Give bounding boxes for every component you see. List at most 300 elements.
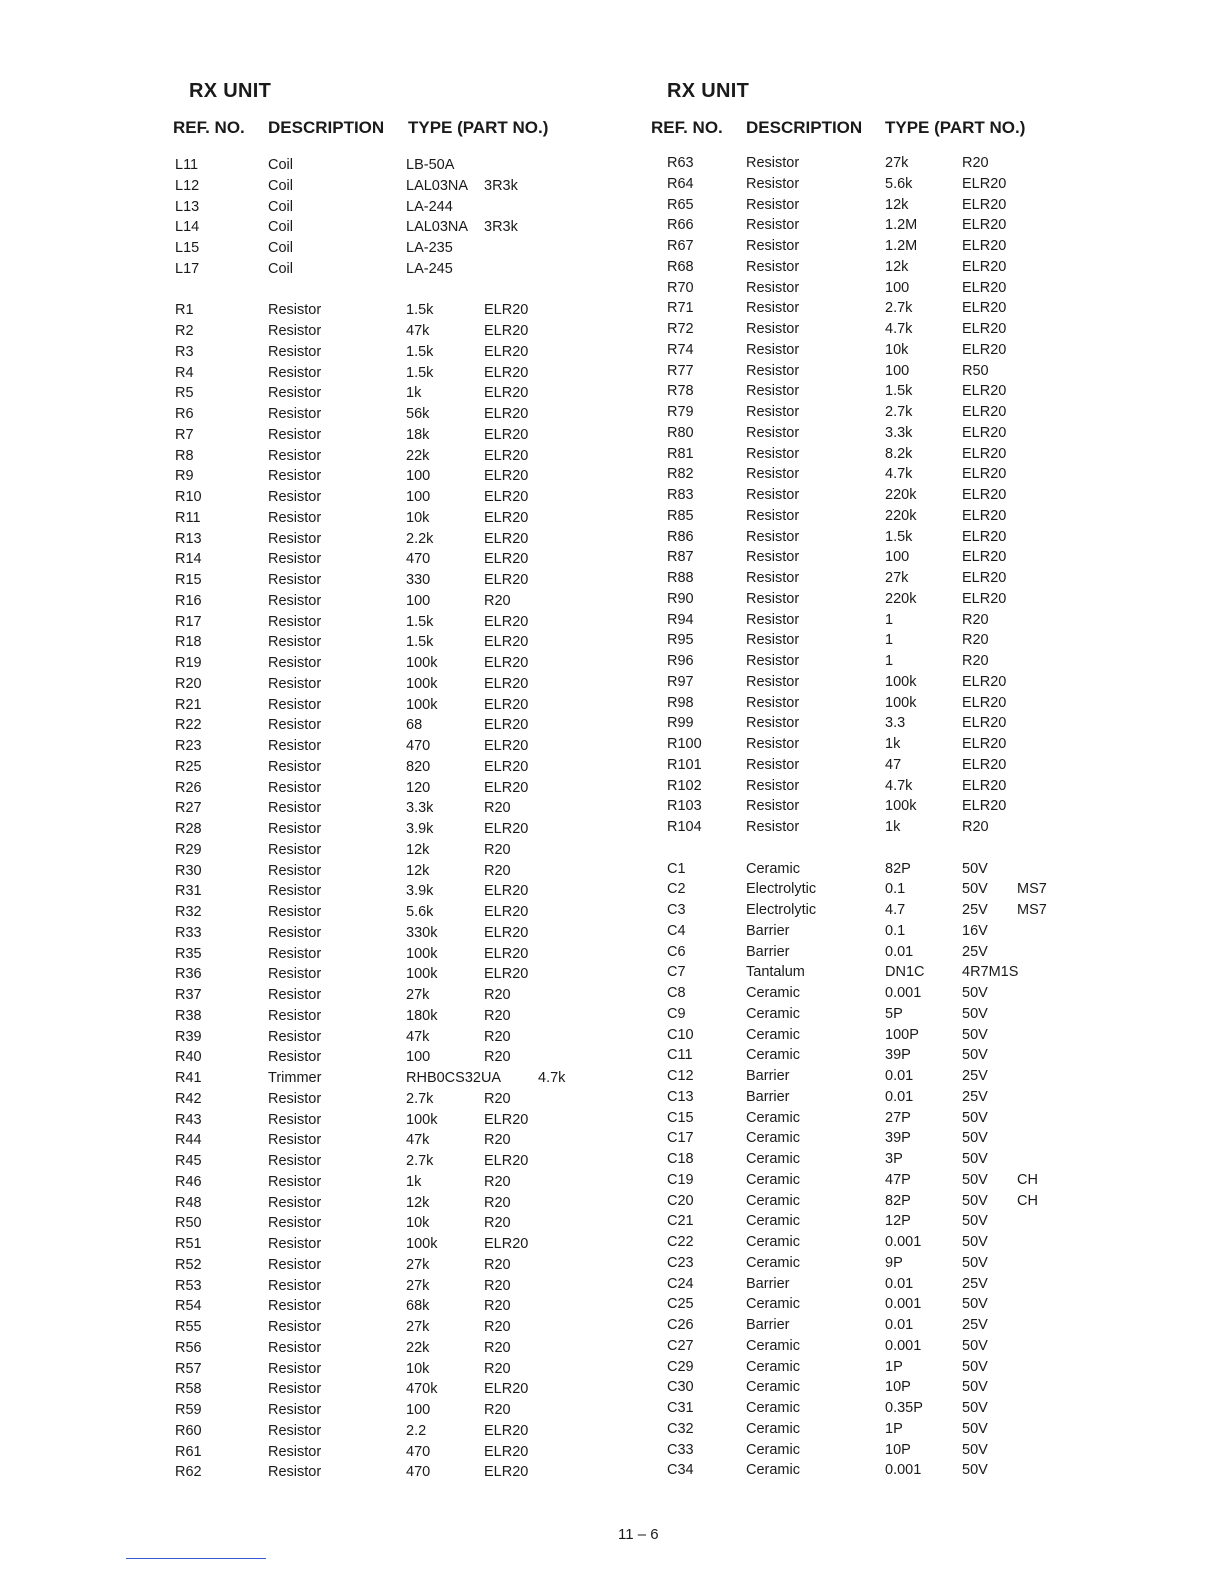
- cell-ref-no: C26: [667, 1317, 694, 1333]
- cell-type-value: 2.7k: [885, 404, 913, 420]
- cell-type-code: ELR20: [484, 1381, 529, 1398]
- cell-type-extra: CH: [1017, 1171, 1038, 1188]
- cell-description: Coil: [268, 198, 293, 215]
- cell-type-value: 100P: [885, 1026, 919, 1043]
- cell-description: Resistor: [746, 258, 800, 275]
- cell-type-value: LAL03NA: [406, 177, 469, 194]
- cell-type-value: 0.001: [885, 1296, 922, 1313]
- cell-ref-no: R19: [175, 655, 202, 671]
- cell-description: Ceramic: [746, 1026, 800, 1043]
- cell-ref-no: L12: [175, 177, 200, 194]
- cell-type-value: 0.01: [885, 943, 914, 960]
- cell-type-code: ELR20: [484, 675, 529, 692]
- cell-ref-no: R71: [667, 300, 694, 317]
- cell-description: Resistor: [268, 1236, 322, 1252]
- cell-type-value: 1k: [885, 736, 901, 752]
- cell-type-value: 1.5k: [406, 364, 434, 381]
- cell-type-code: ELR20: [484, 758, 529, 775]
- footer-rule: [126, 1558, 266, 1559]
- cell-type-value: 0.001: [885, 1234, 922, 1250]
- cell-type-code: 50V: [962, 1192, 988, 1209]
- cell-ref-no: R78: [667, 383, 694, 400]
- cell-description: Resistor: [268, 987, 322, 1003]
- cell-ref-no: R37: [175, 987, 202, 1003]
- cell-type-value: 9P: [885, 1254, 903, 1271]
- cell-type-code: 16V: [962, 922, 988, 939]
- cell-description: Tantalum: [746, 964, 805, 981]
- cell-type-code: ELR20: [962, 570, 1007, 586]
- cell-type-value: 47: [885, 756, 902, 773]
- cell-ref-no: R29: [175, 841, 202, 858]
- cell-ref-no: C31: [667, 1400, 694, 1416]
- cell-ref-no: R33: [175, 924, 202, 941]
- cell-description: Resistor: [268, 1298, 322, 1315]
- cell-type-code: R20: [484, 592, 511, 609]
- cell-type-value: 5P: [885, 1005, 903, 1022]
- cell-description: Resistor: [268, 343, 322, 360]
- cell-ref-no: R57: [175, 1360, 202, 1377]
- cell-type-code: R20: [962, 819, 989, 835]
- cell-type-code: ELR20: [962, 487, 1007, 503]
- cell-type-code: 3R3k: [484, 177, 518, 194]
- cell-description: Resistor: [268, 883, 322, 900]
- cell-type-code: ELR20: [484, 1422, 529, 1439]
- cell-ref-no: R72: [667, 321, 694, 337]
- cell-description: Ceramic: [746, 860, 800, 877]
- cell-type-value: 0.001: [885, 1337, 922, 1354]
- cell-type-value: 100k: [406, 945, 438, 962]
- cell-type-code: ELR20: [962, 383, 1007, 400]
- cell-type-code: ELR20: [962, 694, 1007, 711]
- cell-type-value: 100: [406, 1402, 431, 1418]
- cell-description: Barrier: [746, 922, 790, 939]
- cell-type-code: R20: [484, 1298, 511, 1315]
- cell-type-code: ELR20: [962, 196, 1007, 213]
- cell-ref-no: R40: [175, 1049, 202, 1066]
- cell-ref-no: C21: [667, 1213, 694, 1230]
- cell-type-code: ELR20: [484, 924, 529, 941]
- cell-type-extra: 4.7k: [538, 1070, 566, 1086]
- cell-type-code: ELR20: [962, 549, 1007, 566]
- cell-type-code: ELR20: [484, 634, 529, 651]
- cell-description: Resistor: [268, 655, 322, 671]
- cell-type-code: 50V: [962, 1213, 988, 1230]
- cell-type-code: ELR20: [962, 756, 1007, 773]
- cell-type-extra: MS7: [1017, 881, 1047, 898]
- cell-description: Resistor: [268, 779, 322, 796]
- cell-type-value: 39P: [885, 1130, 911, 1147]
- cell-ref-no: R54: [175, 1298, 202, 1315]
- cell-type-value: 120: [406, 779, 431, 796]
- cell-type-code: 50V: [962, 1400, 988, 1416]
- cell-type-code: ELR20: [484, 509, 529, 526]
- cell-type-code: ELR20: [962, 445, 1007, 462]
- right-header-description: DESCRIPTION: [746, 118, 863, 137]
- cell-type-code: ELR20: [962, 238, 1007, 254]
- cell-ref-no: R74: [667, 341, 694, 358]
- cell-description: Ceramic: [746, 1254, 800, 1271]
- cell-type-value: 180k: [406, 1007, 438, 1024]
- cell-description: Resistor: [268, 841, 322, 858]
- cell-type-value: 100k: [406, 1111, 438, 1128]
- cell-ref-no: R42: [175, 1090, 202, 1107]
- cell-description: Resistor: [268, 1090, 322, 1107]
- cell-ref-no: C13: [667, 1088, 694, 1105]
- cell-type-value: 2.7k: [406, 1153, 434, 1169]
- cell-type-value: 1k: [885, 819, 901, 835]
- left-header-type-part-no: TYPE (PART NO.): [408, 118, 549, 137]
- cell-description: Ceramic: [746, 1192, 800, 1209]
- cell-ref-no: R39: [175, 1028, 202, 1045]
- cell-type-code: 50V: [962, 1379, 988, 1396]
- left-header-ref-no: REF. NO.: [173, 118, 245, 137]
- cell-description: Resistor: [268, 1277, 322, 1294]
- cell-type-code: 50V: [962, 1254, 988, 1271]
- cell-type-value: 68: [406, 717, 423, 734]
- cell-ref-no: C9: [667, 1005, 686, 1022]
- cell-description: Barrier: [746, 1317, 790, 1333]
- cell-type-value: 3.9k: [406, 883, 434, 900]
- cell-description: Ceramic: [746, 1005, 800, 1022]
- cell-type-code: R20: [484, 1256, 511, 1273]
- cell-description: Ceramic: [746, 1462, 800, 1479]
- cell-type-value: 8.2k: [885, 445, 913, 462]
- cell-ref-no: R80: [667, 424, 694, 441]
- cell-ref-no: R30: [175, 862, 202, 879]
- cell-type-code: ELR20: [962, 341, 1007, 358]
- cell-type-code: ELR20: [962, 466, 1007, 483]
- cell-ref-no: R4: [175, 364, 194, 381]
- cell-type-value: 470k: [406, 1381, 438, 1398]
- cell-ref-no: R6: [175, 406, 194, 422]
- cell-type-value: 1.5k: [406, 613, 434, 630]
- cell-type-value: 12k: [885, 196, 909, 213]
- cell-type-code: ELR20: [484, 302, 529, 319]
- cell-type-value: 1.5k: [406, 302, 434, 319]
- cell-description: Ceramic: [746, 1400, 800, 1416]
- cell-type-code: ELR20: [484, 406, 529, 422]
- cell-type-code: ELR20: [484, 966, 529, 983]
- cell-description: Ceramic: [746, 1151, 800, 1167]
- cell-ref-no: R25: [175, 758, 202, 775]
- cell-type-value: 10k: [406, 1360, 430, 1377]
- cell-description: Resistor: [746, 487, 800, 503]
- cell-ref-no: R5: [175, 385, 194, 402]
- cell-ref-no: R14: [175, 551, 202, 568]
- cell-ref-no: R94: [667, 611, 694, 628]
- cell-description: Resistor: [268, 1153, 322, 1169]
- cell-type-value: DN1C: [885, 964, 925, 981]
- cell-ref-no: R101: [667, 756, 702, 773]
- cell-description: Barrier: [746, 1088, 790, 1105]
- cell-description: Ceramic: [746, 1213, 800, 1230]
- cell-type-value: 2.2k: [406, 530, 434, 547]
- cell-type-value: LA-244: [406, 198, 453, 215]
- cell-description: Resistor: [268, 426, 322, 443]
- cell-description: Resistor: [268, 758, 322, 775]
- cell-type-code: R20: [484, 1277, 511, 1294]
- cell-type-code: 50V: [962, 1005, 988, 1022]
- cell-type-code: ELR20: [484, 572, 529, 588]
- cell-ref-no: C30: [667, 1379, 694, 1396]
- cell-type-value: 100: [885, 279, 910, 296]
- cell-type-code: R20: [484, 1007, 511, 1024]
- cell-type-value: 470: [406, 1464, 431, 1481]
- cell-type-value: 1P: [885, 1420, 903, 1437]
- cell-ref-no: C23: [667, 1254, 694, 1271]
- cell-ref-no: R65: [667, 196, 694, 213]
- cell-type-value: 1k: [406, 1173, 422, 1190]
- cell-type-value: 3.3: [885, 715, 906, 732]
- cell-description: Barrier: [746, 943, 790, 960]
- cell-ref-no: R35: [175, 945, 202, 962]
- cell-description: Resistor: [268, 1111, 322, 1128]
- cell-ref-no: L15: [175, 240, 200, 256]
- cell-type-code: 50V: [962, 1109, 988, 1126]
- cell-type-value: 47k: [406, 1132, 430, 1149]
- cell-description: Resistor: [746, 777, 800, 794]
- cell-type-code: 25V: [962, 943, 988, 960]
- cell-ref-no: C22: [667, 1234, 694, 1250]
- cell-description: Coil: [268, 219, 293, 236]
- cell-type-code: ELR20: [962, 777, 1007, 794]
- cell-description: Resistor: [268, 551, 322, 568]
- cell-type-code: ELR20: [484, 613, 529, 630]
- cell-ref-no: R61: [175, 1443, 202, 1460]
- cell-ref-no: C32: [667, 1420, 694, 1437]
- cell-type-value: 4.7: [885, 902, 906, 918]
- cell-type-code: R20: [962, 653, 989, 669]
- cell-description: Resistor: [268, 1194, 322, 1211]
- cell-type-code: ELR20: [484, 426, 529, 443]
- cell-type-value: 3.3k: [885, 424, 913, 441]
- cell-ref-no: C2: [667, 881, 686, 898]
- cell-type-code: ELR20: [962, 279, 1007, 296]
- cell-type-code: ELR20: [484, 489, 529, 505]
- cell-type-value: 2.7k: [406, 1090, 434, 1107]
- cell-type-code: 50V: [962, 1462, 988, 1479]
- cell-description: Resistor: [746, 196, 800, 213]
- cell-type-code: ELR20: [484, 1111, 529, 1128]
- cell-ref-no: R2: [175, 323, 194, 339]
- cell-ref-no: R67: [667, 238, 694, 254]
- cell-ref-no: L11: [175, 157, 199, 173]
- cell-ref-no: R82: [667, 466, 694, 483]
- cell-ref-no: R16: [175, 592, 202, 609]
- cell-type-value: 820: [406, 758, 431, 775]
- cell-ref-no: R95: [667, 632, 694, 649]
- cell-type-code: 50V: [962, 1151, 988, 1167]
- cell-type-code: ELR20: [962, 424, 1007, 441]
- cell-type-value: 3P: [885, 1151, 903, 1167]
- cell-type-value: 100k: [406, 655, 438, 671]
- cell-description: Resistor: [746, 507, 800, 524]
- cell-type-value: LA-235: [406, 240, 453, 256]
- cell-description: Resistor: [268, 1028, 322, 1045]
- cell-type-value: 4.7k: [885, 466, 913, 483]
- cell-type-value: 10P: [885, 1379, 911, 1396]
- cell-description: Ceramic: [746, 1234, 800, 1250]
- cell-ref-no: L13: [175, 198, 200, 215]
- cell-description: Resistor: [268, 509, 322, 526]
- cell-ref-no: R26: [175, 779, 202, 796]
- cell-ref-no: L14: [175, 219, 200, 236]
- cell-description: Ceramic: [746, 1379, 800, 1396]
- cell-type-code: 50V: [962, 860, 988, 877]
- cell-type-code: ELR20: [962, 736, 1007, 752]
- left-header-description: DESCRIPTION: [268, 118, 385, 137]
- cell-type-value: LB-50A: [406, 157, 455, 173]
- cell-ref-no: C15: [667, 1109, 694, 1126]
- cell-type-code: 3R3k: [484, 219, 518, 236]
- cell-description: Resistor: [746, 590, 800, 607]
- cell-type-code: R20: [484, 1049, 511, 1066]
- cell-type-value: 0.01: [885, 1068, 914, 1084]
- cell-ref-no: C27: [667, 1337, 694, 1354]
- cell-type-value: 220k: [885, 507, 917, 524]
- cell-description: Resistor: [268, 904, 322, 920]
- cell-ref-no: R59: [175, 1402, 202, 1418]
- cell-description: Resistor: [746, 549, 800, 566]
- cell-description: Resistor: [268, 1339, 322, 1356]
- page-number: 11 – 6: [618, 1526, 659, 1543]
- cell-type-code: 50V: [962, 1234, 988, 1250]
- cell-type-value: 1: [885, 611, 894, 628]
- cell-ref-no: R28: [175, 821, 202, 837]
- cell-type-code: R20: [484, 1132, 511, 1149]
- cell-type-value: 2.7k: [885, 300, 913, 317]
- cell-ref-no: R79: [667, 404, 694, 420]
- cell-type-code: 50V: [962, 1358, 988, 1375]
- cell-ref-no: R51: [175, 1236, 202, 1252]
- cell-type-value: 27P: [885, 1109, 911, 1126]
- cell-ref-no: R27: [175, 800, 202, 817]
- cell-type-code: 25V: [962, 1275, 988, 1292]
- cell-ref-no: R60: [175, 1422, 202, 1439]
- cell-type-code: R20: [962, 632, 989, 649]
- cell-ref-no: R63: [667, 155, 694, 171]
- cell-type-value: 330: [406, 572, 431, 588]
- cell-type-code: ELR20: [484, 385, 529, 402]
- cell-type-value: 27k: [406, 987, 430, 1003]
- cell-ref-no: R96: [667, 653, 694, 669]
- cell-type-code: ELR20: [484, 904, 529, 920]
- cell-ref-no: R50: [175, 1215, 202, 1232]
- cell-ref-no: R64: [667, 175, 694, 192]
- cell-type-value: 100k: [406, 1236, 438, 1252]
- cell-description: Resistor: [746, 528, 800, 545]
- cell-ref-no: R48: [175, 1194, 202, 1211]
- cell-ref-no: R68: [667, 258, 694, 275]
- cell-type-code: ELR20: [484, 821, 529, 837]
- cell-ref-no: R45: [175, 1153, 202, 1169]
- cell-type-value: 1.5k: [406, 343, 434, 360]
- cell-description: Resistor: [746, 300, 800, 317]
- cell-description: Resistor: [268, 1049, 322, 1066]
- cell-description: Resistor: [746, 819, 800, 835]
- cell-description: Resistor: [268, 1443, 322, 1460]
- cell-type-value: 0.001: [885, 1462, 922, 1479]
- cell-type-value: 0.01: [885, 1088, 914, 1105]
- cell-description: Resistor: [746, 694, 800, 711]
- cell-description: Resistor: [746, 404, 800, 420]
- cell-description: Resistor: [268, 862, 322, 879]
- cell-ref-no: R102: [667, 777, 702, 794]
- cell-ref-no: R43: [175, 1111, 202, 1128]
- cell-type-value: 27k: [406, 1277, 430, 1294]
- cell-ref-no: R10: [175, 489, 202, 505]
- cell-description: Resistor: [746, 279, 800, 296]
- cell-ref-no: R21: [175, 696, 202, 713]
- cell-type-code: 50V: [962, 1441, 988, 1458]
- cell-type-code: ELR20: [962, 321, 1007, 337]
- cell-type-code: R20: [484, 841, 511, 858]
- cell-description: Ceramic: [746, 1130, 800, 1147]
- cell-type-value: 12P: [885, 1213, 911, 1230]
- cell-type-value: 4.7k: [885, 777, 913, 794]
- cell-ref-no: R44: [175, 1132, 202, 1149]
- cell-description: Resistor: [268, 800, 322, 817]
- cell-ref-no: R66: [667, 217, 694, 234]
- cell-ref-no: R55: [175, 1319, 202, 1335]
- cell-type-value: 100: [406, 592, 431, 609]
- cell-type-code: 50V: [962, 1296, 988, 1313]
- cell-type-code: ELR20: [484, 696, 529, 713]
- cell-type-value: 3.9k: [406, 821, 434, 837]
- cell-type-code: ELR20: [962, 300, 1007, 317]
- cell-type-value: 0.01: [885, 1275, 914, 1292]
- cell-ref-no: C12: [667, 1068, 694, 1084]
- cell-type-code: ELR20: [962, 217, 1007, 234]
- cell-ref-no: R1: [175, 302, 194, 319]
- cell-description: Resistor: [268, 572, 322, 588]
- cell-description: Barrier: [746, 1068, 790, 1084]
- cell-ref-no: C4: [667, 922, 686, 939]
- cell-ref-no: R99: [667, 715, 694, 732]
- cell-type-code: ELR20: [484, 945, 529, 962]
- cell-description: Trimmer: [268, 1070, 322, 1086]
- cell-ref-no: R90: [667, 590, 694, 607]
- cell-description: Coil: [268, 177, 293, 194]
- cell-type-value: 100k: [406, 966, 438, 983]
- cell-ref-no: C19: [667, 1171, 694, 1188]
- cell-type-value: 22k: [406, 447, 430, 464]
- cell-type-code: 50V: [962, 985, 988, 1001]
- cell-ref-no: C7: [667, 964, 686, 981]
- cell-ref-no: C33: [667, 1441, 694, 1458]
- cell-description: Resistor: [746, 466, 800, 483]
- cell-type-value: 470: [406, 738, 431, 754]
- cell-ref-no: L17: [175, 260, 200, 277]
- cell-type-value: 12k: [406, 862, 430, 879]
- cell-ref-no: R85: [667, 507, 694, 524]
- cell-type-value: 10k: [406, 509, 430, 526]
- right-header-type-part-no: TYPE (PART NO.): [885, 118, 1026, 137]
- cell-type-value: 68k: [406, 1298, 430, 1315]
- cell-type-value: 100: [406, 489, 431, 505]
- cell-type-value: 39P: [885, 1047, 911, 1064]
- cell-type-value: 4.7k: [885, 321, 913, 337]
- cell-description: Resistor: [746, 798, 800, 815]
- cell-ref-no: R103: [667, 798, 702, 815]
- cell-description: Resistor: [268, 302, 322, 319]
- cell-type-code: ELR20: [484, 1443, 529, 1460]
- cell-type-value: 0.001: [885, 985, 922, 1001]
- cell-type-code: R20: [962, 611, 989, 628]
- cell-ref-no: R70: [667, 279, 694, 296]
- cell-type-code: R50: [962, 362, 989, 379]
- cell-description: Resistor: [268, 821, 322, 837]
